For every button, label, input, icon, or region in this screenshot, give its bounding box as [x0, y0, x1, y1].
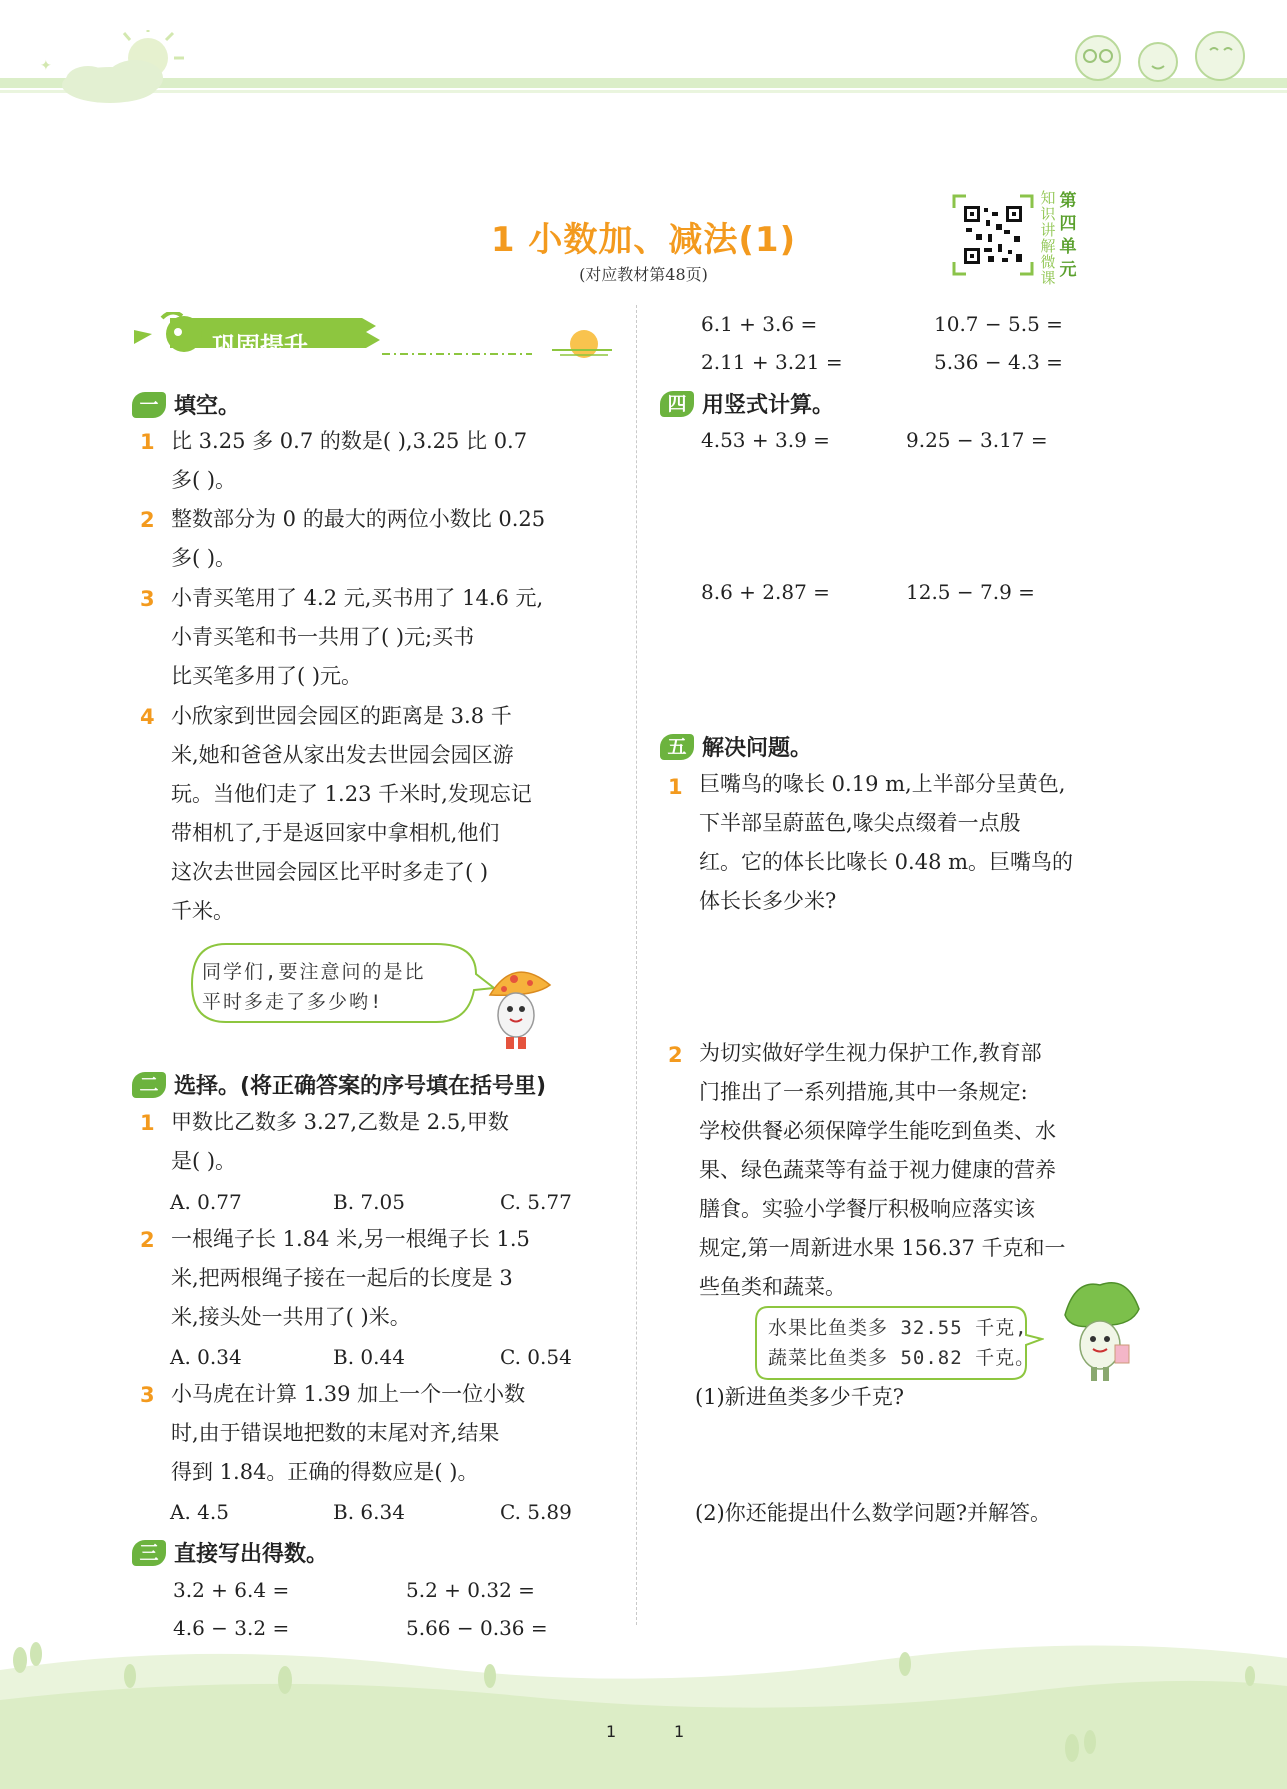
section-4-badge: 四 [660, 391, 694, 417]
question-line: 小马虎在计算 1.39 加上一个一位小数 [171, 1382, 526, 1406]
question-line: 一根绳子长 1.84 米,另一根绳子长 1.5 [171, 1227, 530, 1251]
section-3-badge: 三 [132, 1540, 166, 1566]
question-number: 4 [140, 705, 155, 729]
equation: 5.36 − 4.3 = [934, 350, 1063, 374]
problem-line: 巨嘴鸟的喙长 0.19 m,上半部分呈黄色, [699, 772, 1066, 796]
question-line: 时,由于错误地把数的末尾对齐,结果 [171, 1421, 500, 1445]
section-4-title: 用竖式计算。 [702, 393, 835, 418]
option-c: C. 0.54 [500, 1345, 572, 1369]
problem-line: 膳食。实验小学餐厅积极响应落实该 [699, 1197, 1035, 1221]
problem-line: 些鱼类和蔬菜。 [699, 1275, 846, 1299]
qr-label-col1: 知识讲解微课 [1040, 189, 1056, 287]
section-5-title: 解决问题。 [702, 736, 813, 761]
hint-text [202, 957, 482, 1017]
micro-lesson-label [1039, 190, 1079, 290]
equation: 3.2 + 6.4 = [173, 1578, 290, 1602]
section-3-title: 直接写出得数。 [174, 1542, 329, 1567]
problem-line: 下半部呈蔚蓝色,喙尖点缀着一点殷 [699, 811, 1021, 835]
equation: 5.2 + 0.32 = [406, 1578, 535, 1602]
hint-line: 同学们,要注意问的是比 [202, 961, 426, 983]
option-a: A. 0.77 [170, 1190, 242, 1214]
question-number: 2 [140, 1228, 155, 1252]
option-c: C. 5.77 [500, 1190, 572, 1214]
question-number: 2 [140, 508, 155, 532]
question-text [171, 422, 611, 500]
equation: 6.1 + 3.6 = [701, 312, 818, 336]
column-divider [636, 305, 637, 1625]
section-banner [132, 312, 612, 362]
problem-line: 规定,第一周新进水果 156.37 千克和一 [699, 1236, 1066, 1260]
problem-line: 学校供餐必须保障学生能吃到鱼类、水 [699, 1119, 1056, 1143]
question-number: 3 [140, 1383, 155, 1407]
animal-characters-icon [1060, 10, 1260, 90]
qr-label-col2: 第四单元 [1059, 191, 1077, 280]
banner-label: 巩固提升 [212, 332, 308, 360]
problem-line: 门推出了一系列措施,其中一条规定: [699, 1080, 1028, 1104]
question-number: 1 [140, 430, 155, 454]
section-2-title: 选择。(将正确答案的序号填在括号里) [174, 1074, 547, 1099]
problem-line: 果、绿色蔬菜等有益于视力健康的营养 [699, 1158, 1056, 1182]
question-line: 多( )。 [171, 468, 237, 492]
equation: 9.25 − 3.17 = [906, 428, 1048, 452]
section-2-badge: 二 [132, 1072, 166, 1098]
equation: 2.11 + 3.21 = [701, 350, 843, 374]
page-title: 1 小数加、减法(1) [490, 220, 797, 260]
problem-text [699, 1034, 1149, 1307]
page-subtitle: (对应教材第48页) [579, 265, 708, 284]
equation: 8.6 + 2.87 = [701, 580, 830, 604]
question-number: 1 [668, 775, 683, 799]
question-text [171, 1103, 611, 1181]
cabbage-mascot-icon [1055, 1275, 1145, 1385]
equation: 4.53 + 3.9 = [701, 428, 830, 452]
section-3-header [132, 1537, 328, 1568]
question-line: 小青买笔用了 4.2 元,买书用了 14.6 元, [171, 586, 544, 610]
section-4-header [660, 388, 834, 419]
info-line: 水果比鱼类多 32.55 千克, [768, 1317, 1028, 1339]
option-b: B. 0.44 [333, 1345, 405, 1369]
problem-text [699, 765, 1149, 921]
section-5-badge: 五 [660, 734, 694, 760]
question-line: 玩。当他们走了 1.23 千米时,发现忘记 [171, 782, 532, 806]
qr-code-icon[interactable] [952, 194, 1034, 276]
option-c: C. 5.89 [500, 1500, 572, 1524]
question-line: 得到 1.84。正确的得数应是( )。 [171, 1460, 479, 1484]
question-line: 是( )。 [171, 1149, 237, 1173]
section-1-header [132, 389, 240, 420]
question-text [171, 1220, 611, 1337]
question-text [171, 697, 611, 931]
question-text [171, 1375, 611, 1492]
page-number-right: 1 [674, 1722, 685, 1741]
question-text [171, 500, 611, 578]
page-number-left: 1 [606, 1722, 617, 1741]
option-a: A. 4.5 [170, 1500, 229, 1524]
question-line: 米,她和爸爸从家出发去世园会园区游 [171, 743, 514, 767]
option-b: B. 7.05 [333, 1190, 405, 1214]
question-number: 3 [140, 587, 155, 611]
question-line: 米,接头处一共用了( )米。 [171, 1305, 411, 1329]
equation: 12.5 − 7.9 = [906, 580, 1035, 604]
question-text [171, 579, 611, 696]
section-1-title: 填空。 [174, 394, 241, 419]
question-line: 米,把两根绳子接在一起后的长度是 3 [171, 1266, 513, 1290]
question-line: 多( )。 [171, 546, 237, 570]
equation: 10.7 − 5.5 = [934, 312, 1063, 336]
equation: 5.66 − 0.36 = [406, 1616, 548, 1640]
grass-hills-footer [0, 1630, 1287, 1789]
question-line: 小青买笔和书一共用了( )元;买书 [171, 625, 475, 649]
question-number: 1 [140, 1111, 155, 1135]
problem-line: 为切实做好学生视力保护工作,教育部 [699, 1041, 1042, 1065]
question-line: 甲数比乙数多 3.27,乙数是 2.5,甲数 [171, 1110, 509, 1134]
hint-line: 平时多走了多少哟! [202, 991, 384, 1013]
info-text [768, 1313, 1038, 1373]
option-a: A. 0.34 [170, 1345, 242, 1369]
sun-cloud-icon [40, 30, 190, 105]
svg-text:✦: ✦ [40, 58, 52, 74]
question-line: 千米。 [171, 899, 234, 923]
sub-question-1: (1)新进鱼类多少千克? [695, 1385, 905, 1409]
question-line: 小欣家到世园会园区的距离是 3.8 千 [171, 704, 512, 728]
question-line: 这次去世园会园区比平时多走了( ) [171, 860, 489, 884]
header-band-light [0, 90, 1287, 93]
option-b: B. 6.34 [333, 1500, 405, 1524]
question-number: 2 [668, 1043, 683, 1067]
question-line: 整数部分为 0 的最大的两位小数比 0.25 [171, 507, 546, 531]
question-line: 比买笔多用了( )元。 [171, 664, 363, 688]
section-5-header [660, 731, 812, 762]
mushroom-mascot-icon [484, 955, 554, 1055]
problem-line: 体长长多少米? [699, 889, 837, 913]
problem-line: 红。它的体长比喙长 0.48 m。巨嘴鸟的 [699, 850, 1074, 874]
sub-question-2: (2)你还能提出什么数学问题?并解答。 [695, 1501, 1052, 1525]
section-1-badge: 一 [132, 392, 166, 418]
info-line: 蔬菜比鱼类多 50.82 千克。 [768, 1347, 1036, 1369]
question-line: 带相机了,于是返回家中拿相机,他们 [171, 821, 500, 845]
equation: 4.6 − 3.2 = [173, 1616, 290, 1640]
section-2-header [132, 1069, 546, 1100]
question-line: 比 3.25 多 0.7 的数是( ),3.25 比 0.7 [171, 429, 528, 453]
